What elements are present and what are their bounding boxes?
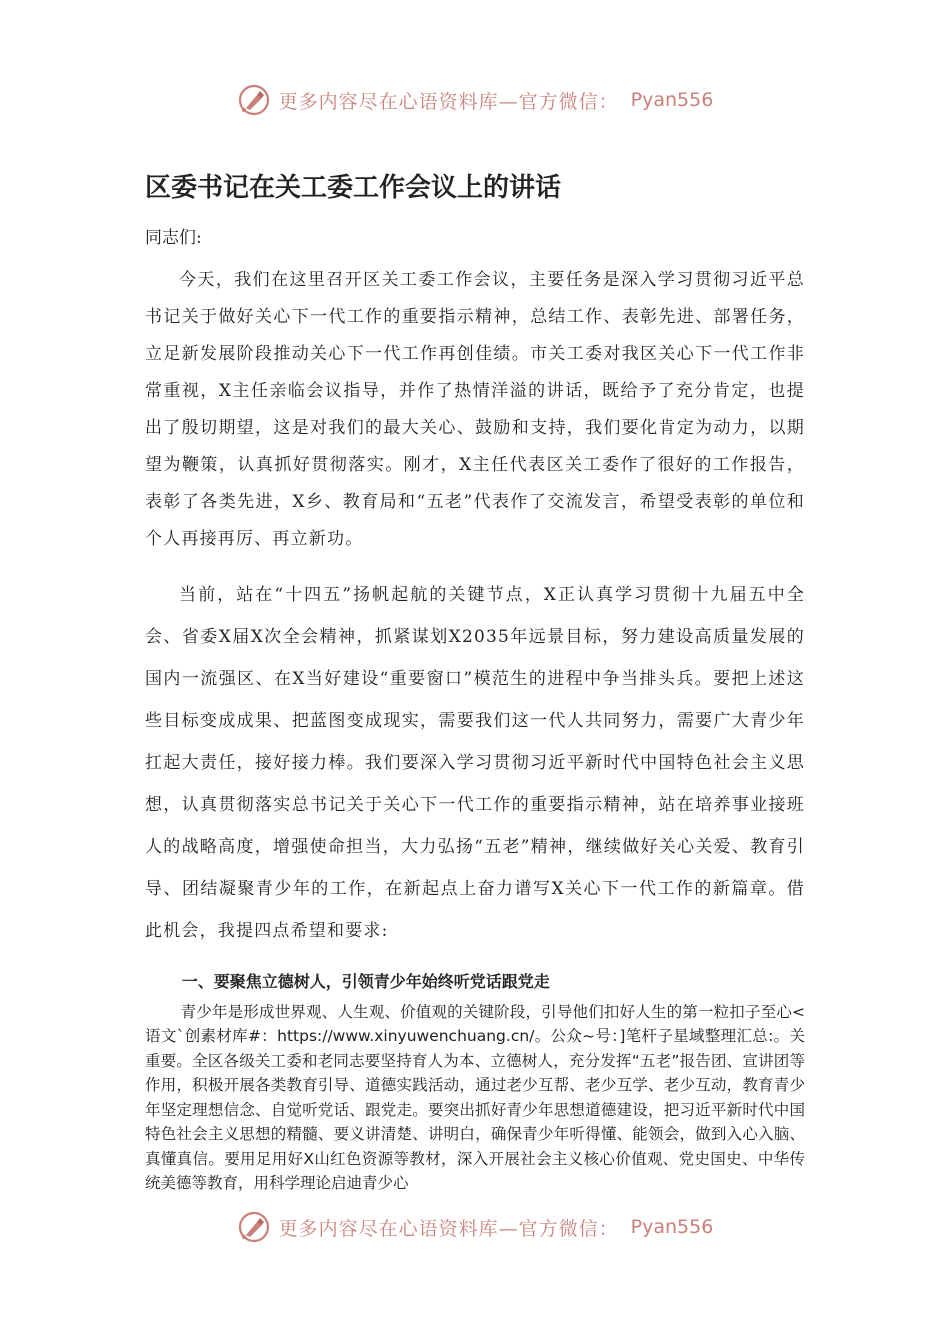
watermark-header	[0, 83, 950, 117]
paragraph-1: 今天，我们在这里召开区关工委工作会议，主要任务是深入学习贯彻习近平总书记关于做好关心下一代工作的重要指示精神，总结工作、表彰先进、部署任务，立足新发展阶段推动关心下一代工作再创佳绩。市关工委对我区关心下一代工作非常重视，X主任亲临会议指导，并作了热情洋溢的讲话，既给予了充分肯定，也提出了殷切期望，这是对我们的最大关心、鼓励和支持，我们要化肯定为动力，以期望为鞭策，认真抓好贯彻落实。刚才，X主任代表区关工委作了很好的工作报告，表彰了各类先进，X乡、教育局和“五老”代表作了交流发言，希望受表彰的单位和个人再接再厉、再立新功。	[145, 269, 805, 549]
watermark-text: 更多内容尽在心语资料库—官方微信：	[278, 90, 619, 113]
paragraph-2: 当前，站在“十四五”扬帆起航的关键节点，X正认真学习贯彻十九届五中全会、省委X届X次全会精神，抓紧谋划X2035年远景目标，努力建设高质量发展的国内一流强区、在X当好建设“重要窗口”模范生的进程中争当排头兵。要把上述这些目标变成成果、把蓝图变成现实，需要我们这一代人共同努力，需要广大青少年扛起大责任，接好接力棒。我们要深入学习贯彻习近平新时代中国特色社会主义思想，认真贯彻落实总书记关于关心下一代工作的重要指示精神，站在培养事业接班人的战略高度，增强使命担当，大力弘扬“五老”精神，继续做好关心关爱、教育引导、团结凝聚青少年的工作，在新起点上奋力谱写X关心下一代工作的新篇章。借此机会，我提四点希望和要求:	[145, 584, 805, 941]
watermark-account: Pyan556	[630, 1216, 714, 1238]
salutation: 同志们:	[145, 227, 202, 248]
watermark-footer	[0, 1210, 950, 1244]
watermark-text: 更多内容尽在心语资料库—官方微信：	[278, 1217, 619, 1240]
paragraph-3: 青少年是形成世界观、人生观、价值观的关键阶段，引导他们扣好人生的第一粒扣子至心<语文`创素材库#：https://www.xinyuwenchuang.cn/。公众~号：]笔杆子星域整理汇总:。关重要。全区各级关工委和老同志要坚持育人为本、立德树人，充分发挥“五老”报告团、宣讲团等作用，积极开展各类教育引导、道德实践活动，通过老少互帮、老少互学、老少互动，教育青少年坚定理想信念、自觉听党话、跟党走。要突出抓好青少年思想道德建设，把习近平新时代中国特色社会主义思想的精髓、要义讲清楚、讲明白，确保青少年听得懂、能领会，做到入心入脑、真懂真信。要用足用好X山红色资源等教材，深入开展社会主义核心价值观、党史国史、中华传统美德等教育，用科学理论启迪青少心	[145, 1002, 805, 1193]
pen-nib-circle-icon	[237, 83, 271, 117]
watermark-account: Pyan556	[630, 89, 714, 111]
document-body	[145, 172, 805, 1196]
pen-nib-circle-icon	[237, 1210, 271, 1244]
page-title: 区委书记在关工委工作会议上的讲话	[145, 173, 562, 203]
section-heading-1: 一、要聚焦立德树人，引领青少年始终听党话跟党走	[181, 971, 550, 991]
